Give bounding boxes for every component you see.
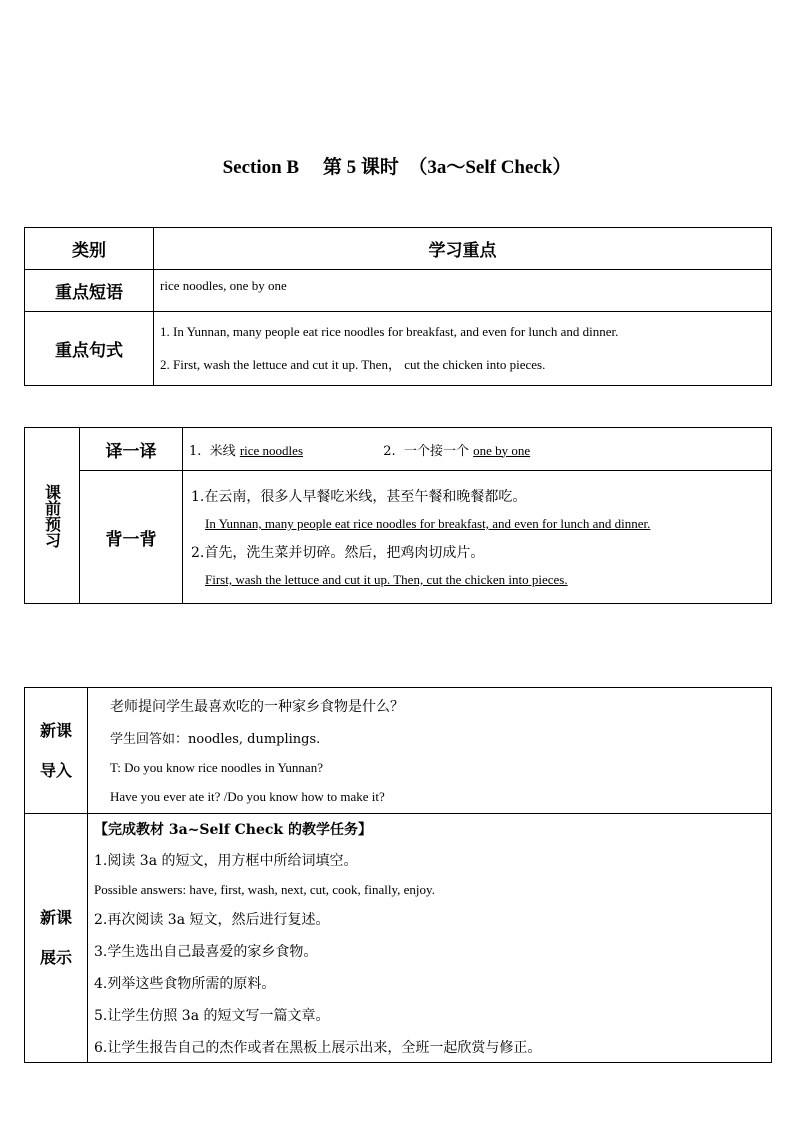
show-line-7: 6.让学生报告自己的杰作或者在黑板上展示出来，全班一起欣赏与修正。	[94, 1040, 542, 1056]
show-label-2: 展示	[39, 948, 72, 967]
translate-label: 译一译	[80, 428, 183, 471]
recite-cell	[183, 471, 772, 604]
show-line-4: 3.学生选出自己最喜爱的家乡食物。	[94, 944, 318, 960]
show-line-5: 4.列举这些食物所需的原料。	[94, 976, 276, 992]
key-sentence-1: 1. In Yunnan, many people eat rice noodles for breakfast, and even for lunch and dinner.	[160, 324, 619, 339]
intro-label-2: 导入	[39, 760, 72, 780]
translate-item-1-num: 1.	[189, 443, 202, 459]
translate-item-1-answer: rice noodles	[239, 442, 303, 458]
key-sentences-cell	[154, 312, 772, 386]
preview-side-cell	[25, 428, 80, 604]
translate-item-2-cn: 一个接一个	[403, 443, 469, 459]
intro-label-1: 新课	[39, 720, 72, 740]
show-line-1: 1.阅读 3a 的短文，用方框中所给词填空。	[94, 853, 358, 869]
page-title: Section B 第 5 课时 （3a～Self Check）	[222, 157, 572, 178]
intro-cell	[88, 688, 772, 814]
translate-item-1-cn: 米线	[209, 443, 236, 459]
intro-line-3: T: Do you know rice noodles in Yunnan?	[110, 760, 323, 775]
translate-cell	[183, 428, 772, 471]
key-sentences-label: 重点句式	[25, 312, 154, 386]
show-line-6: 5.让学生仿照 3a 的短文写一篇文章。	[94, 1008, 330, 1024]
intro-line-1: 老师提问学生最喜欢吃的一种家乡食物是什么？	[110, 699, 404, 715]
translate-item-2-answer: one by one	[473, 442, 531, 458]
show-line-2: Possible answers: have, first, wash, next, cut, cook, finally, enjoy.	[94, 882, 435, 897]
show-label-1: 新课	[39, 908, 72, 927]
key-phrases-label: 重点短语	[25, 270, 154, 312]
key-phrases-text: rice noodles, one by one	[154, 270, 772, 312]
header-focus: 学习重点	[154, 228, 772, 270]
key-sentence-2: 2. First, wash the lettuce and cut it up. Then， cut the chicken into pieces.	[160, 357, 546, 372]
recite-en-1: In Yunnan, many people eat rice noodles for breakfast, and even for lunch and dinner.	[205, 516, 651, 531]
preview-side-label: 课前预习	[42, 483, 62, 548]
preview-table	[24, 427, 772, 604]
header-category: 类别	[25, 228, 154, 270]
show-heading: 【完成教材 3a~Self Check 的教学任务】	[94, 822, 372, 838]
intro-line-2: 学生回答如：noodles, dumplings.	[110, 732, 321, 747]
show-cell	[88, 814, 772, 1063]
show-line-3: 2.再次阅读 3a 短文，然后进行复述。	[94, 912, 330, 928]
intro-line-4: Have you ever ate it? /Do you know how to make it?	[110, 789, 385, 804]
translate-item-2-num: 2.	[383, 443, 396, 459]
recite-cn-1: 1.在云南，很多人早餐吃米线，甚至午餐和晚餐都吃。	[191, 489, 527, 505]
intro-side-cell	[25, 688, 88, 814]
key-points-table	[24, 227, 772, 386]
recite-label: 背一背	[80, 471, 183, 604]
show-side-cell	[25, 814, 88, 1063]
lesson-table	[24, 687, 772, 1063]
recite-en-2: First, wash the lettuce and cut it up. Then, cut the chicken into pieces.	[205, 572, 568, 587]
recite-cn-2: 2.首先，洗生菜并切碎。然后，把鸡肉切成片。	[191, 545, 485, 561]
